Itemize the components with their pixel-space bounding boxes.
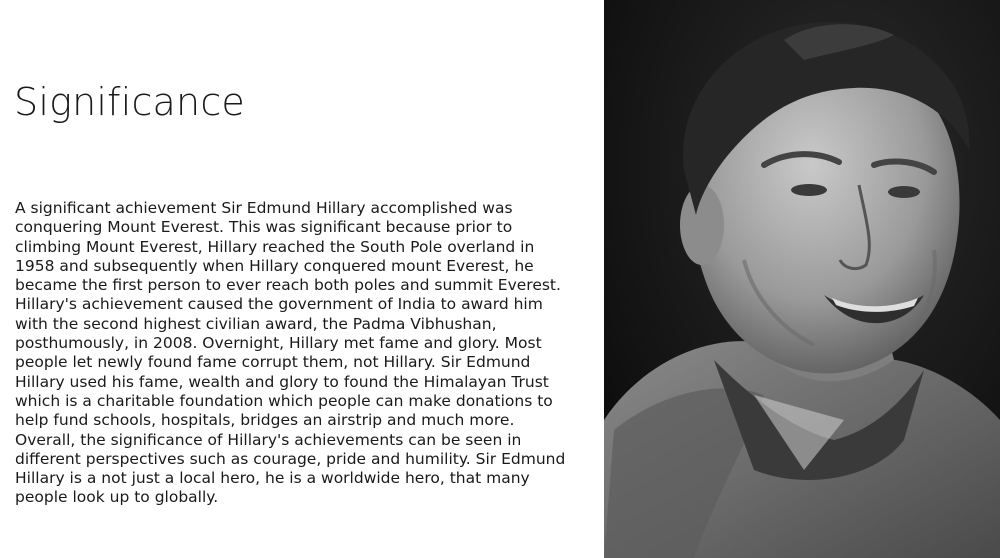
portrait-illustration xyxy=(604,0,1000,558)
portrait-photo xyxy=(604,0,1000,558)
slide-body-text: A significant achievement Sir Edmund Hillary accomplished was conquering Mount Everest. This was significant because prior to climbing Mount Everest, Hillary reached the South Pole overland in 1958 and subsequently when Hillary conquered mount Everest, he became the first person to ever reach both poles and summit Everest. Hillary's achievement caused the government of India to award him with the second highest civilian award, the Padma Vibhushan, posthumously, in 2008. Overnight, Hillary met fame and glory. Most people let newly found fame corrupt them, not Hillary. Sir Edmund Hillary used his fame, wealth and glory to found the Himalayan Trust which is a charitable foundation which people can make donations to help fund schools, hospitals, bridges an airstrip and much more. Overall, the significance of Hillary's achievements can be seen in different perspectives such as courage, pride and humility. Sir Edmund Hillary is a not just a local hero, he is a worldwide hero, that many people look up to globally. xyxy=(15,199,566,507)
slide-title: Significance xyxy=(14,80,245,124)
